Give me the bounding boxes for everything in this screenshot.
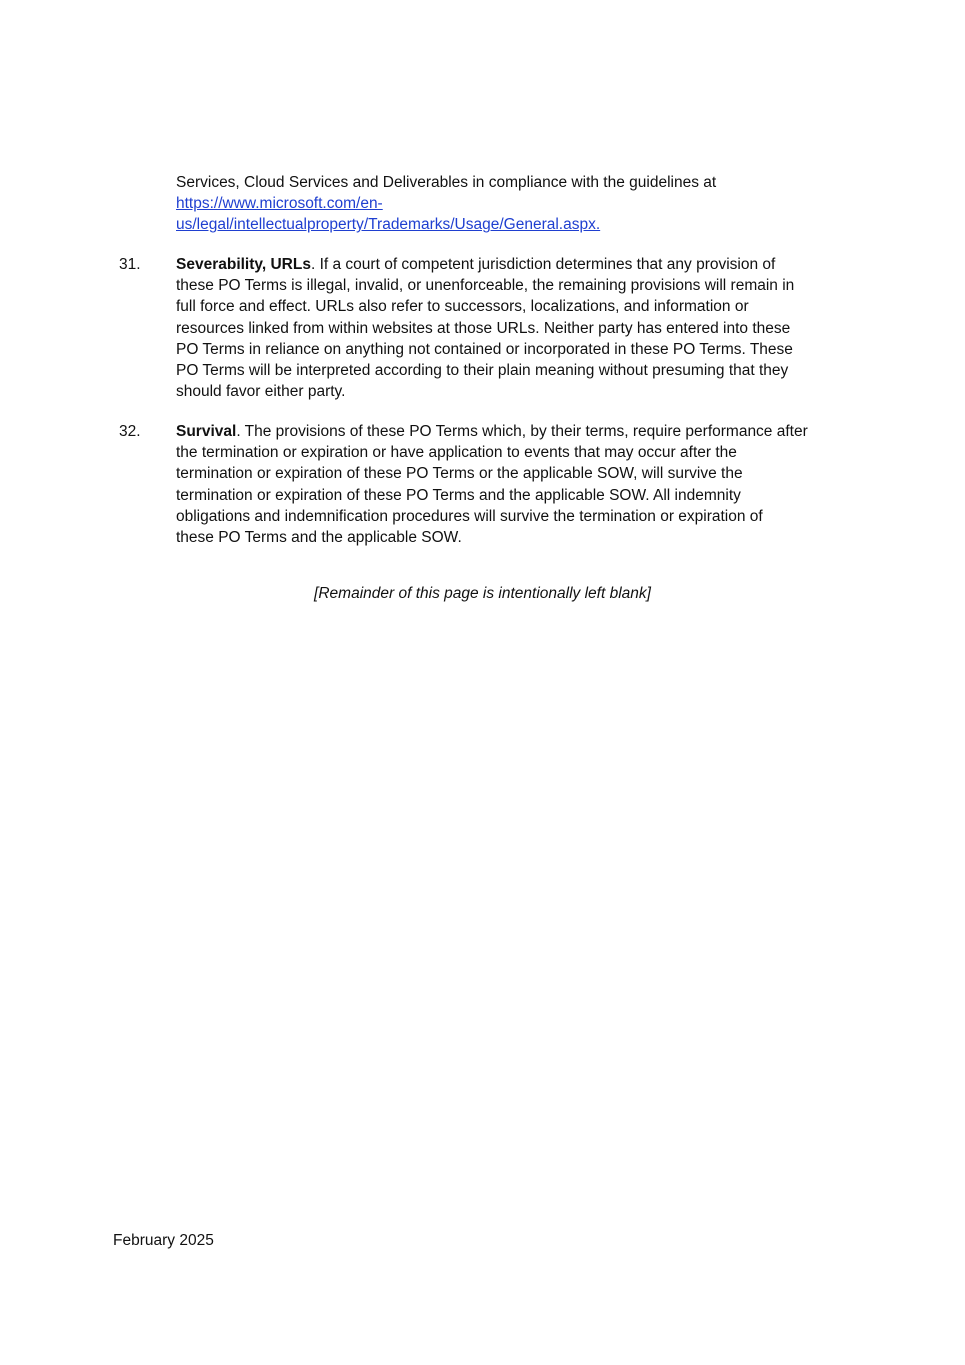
section-first-line-text: . The provisions of these PO Terms which, by their terms, require performance after [236, 423, 808, 440]
section-text-line: these PO Terms and the applicable SOW. [176, 529, 462, 547]
trademark-guidelines-link-line-1[interactable]: https://www.microsoft.com/en- [176, 195, 383, 213]
section-text-line: termination or expiration of these PO Terms and the applicable SOW. All indemnity [176, 486, 741, 504]
trademark-guidelines-link-line-2[interactable]: us/legal/intellectualproperty/Trademarks/Usage/General.aspx. [176, 216, 601, 234]
section-text-line: the termination or expiration or have application to events that may occur after the [176, 444, 737, 462]
section-number: 32. [119, 423, 141, 440]
section-text-line: these PO Terms is illegal, invalid, or unenforceable, the remaining provisions will remain in [176, 277, 795, 295]
section-text-line: resources linked from within websites at those URLs. Neither party has entered into these [176, 319, 791, 337]
section-first-line [176, 421, 836, 442]
section-text-line: PO Terms will be interpreted according to their plain meaning without presuming that they [176, 362, 789, 380]
section-heading: Severability, URLs [176, 256, 311, 273]
continuation-text-line: Services, Cloud Services and Deliverables in compliance with the guidelines at [176, 174, 717, 191]
section-body [176, 421, 836, 548]
section-text-line: termination or expiration of these PO Terms or the applicable SOW, will survive the [176, 465, 743, 483]
page-footer-date: February 2025 [113, 1232, 214, 1249]
intentionally-blank-note: [Remainder of this page is intentionally left blank] [314, 584, 651, 602]
section-text-line: full force and effect. URLs also refer to successors, localizations, and information or [176, 298, 749, 316]
section-text-line: obligations and indemnification procedures will survive the termination or expiration of [176, 507, 763, 525]
section-heading: Survival [176, 423, 237, 440]
section-first-line [176, 254, 836, 275]
section-text-line: should favor either party. [176, 383, 346, 401]
section-first-line-text: . If a court of competent jurisdiction determines that any provision of [310, 256, 776, 273]
section-text-line: PO Terms in reliance on anything not contained or incorporated in these PO Terms. These [176, 340, 793, 358]
section-30-continuation [176, 172, 856, 236]
section-body [176, 254, 836, 402]
section-number: 31. [119, 256, 141, 273]
